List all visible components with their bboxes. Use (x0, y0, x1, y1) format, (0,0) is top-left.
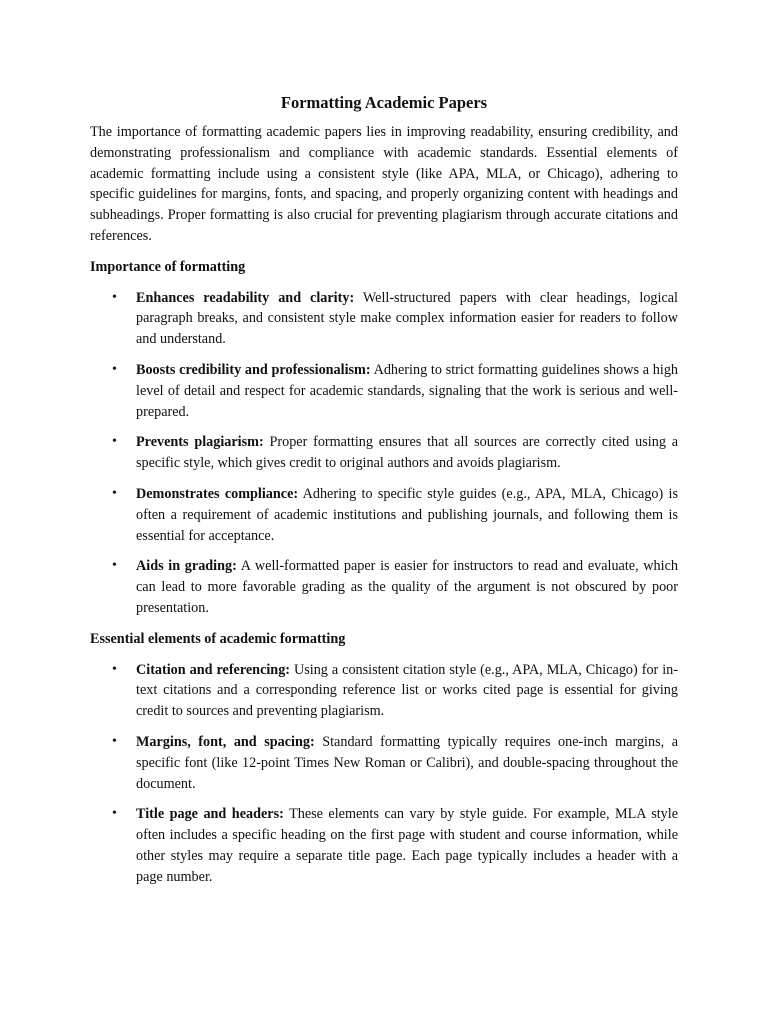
bullet-icon: • (112, 361, 117, 377)
list-item (90, 360, 678, 422)
item-lead: Title page and headers: (136, 806, 284, 823)
item-lead: Boosts credibility and professionalism: (136, 361, 371, 378)
item-text: Standard formatting typically requires one-inch margins, a specific font (like 12-point Times New Roman or Calibri), and double-spacing throughout the document. (136, 733, 678, 792)
bullet-icon: • (112, 289, 117, 305)
item-text: Proper formatting ensures that all sources are correctly cited using a specific style, which gives credit to original authors and avoids plagiarism. (136, 434, 679, 472)
list-item (90, 484, 678, 546)
section-heading: Importance of formatting (90, 258, 246, 275)
list-item (90, 732, 678, 794)
item-lead: Demonstrates compliance: (136, 485, 299, 502)
item-text: Adhering to strict formatting guidelines shows a high level of detail and respect for academic standards, signaling that the work is serious and well-prepared. (136, 361, 679, 420)
bullet-icon: • (112, 661, 117, 677)
item-lead: Citation and referencing: (136, 661, 291, 678)
section-heading: Essential elements of academic formatting (90, 630, 346, 647)
bullet-list (90, 660, 678, 888)
list-item (90, 660, 678, 722)
bullet-list (90, 288, 678, 619)
bullet-icon: • (112, 806, 117, 822)
intro-paragraph: The importance of formatting academic papers lies in improving readability, ensuring credibility, and demonstrating professionalism and compliance with academic standards. Essential elements of academic formatting include using a consistent style (like APA, MLA, or Chicago), adhering to specific guidelines for margins, fonts, and spacing, and properly organizing content with headings and subheadings. Proper formatting is also crucial for preventing plagiarism through accurate citations and references. (90, 124, 678, 244)
item-text: Using a consistent citation style (e.g., APA, MLA, Chicago) for in-text citations and a corresponding reference list or works cited page is essential for giving credit to sources and preventing plagiarism. (136, 661, 678, 720)
item-lead: Enhances readability and clarity: (136, 289, 355, 306)
list-item (90, 432, 678, 474)
bullet-icon: • (112, 485, 117, 501)
item-lead: Aids in grading: (136, 558, 237, 575)
bullet-icon: • (112, 733, 117, 749)
item-text: Adhering to specific style guides (e.g., APA, MLA, Chicago) is often a requirement of academic institutions and publishing journals, and following them is essential for acceptance. (136, 485, 678, 544)
item-text: Well-structured papers with clear headings, logical paragraph breaks, and consistent style make complex information easier for readers to follow and understand. (136, 289, 678, 348)
list-item (90, 288, 678, 350)
list-item (90, 556, 678, 618)
document-title: Formatting Academic Papers (280, 93, 488, 112)
section-importance (90, 257, 678, 619)
item-text: These elements can vary by style guide. For example, MLA style often includes a specific heading on the first page with student and course information, while other styles may require a separate title page. Each page typically includes a header with a page number. (136, 806, 678, 885)
item-text: A well-formatted paper is easier for instructors to read and evaluate, which can lead to more favorable grading as the quality of the argument is not obscured by poor presentation. (136, 558, 678, 616)
item-lead: Prevents plagiarism: (136, 434, 264, 451)
bullet-icon: • (112, 434, 117, 450)
list-item (90, 804, 678, 887)
section-essential-elements (90, 629, 678, 888)
document-page (90, 92, 678, 898)
item-lead: Margins, font, and spacing: (136, 733, 315, 750)
bullet-icon: • (112, 558, 117, 574)
